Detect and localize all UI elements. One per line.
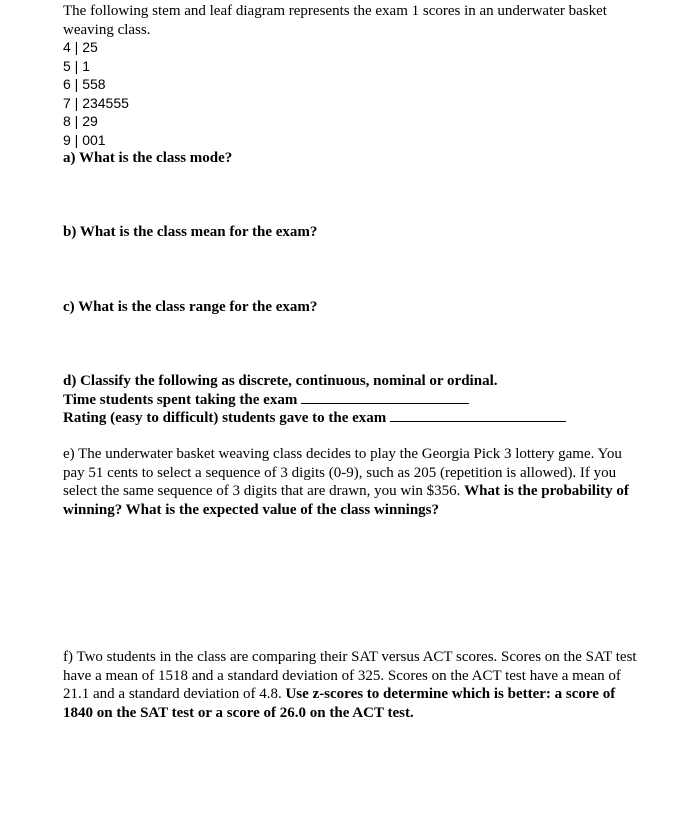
question-d-item-rating: Rating (easy to difficult) students gave to the exam — [63, 409, 643, 428]
question-f-bold: Use z-scores to determine which is better: a score of 1840 on the SAT test or a score of 26.0 on the ACT test. — [63, 686, 616, 721]
question-e — [63, 445, 643, 519]
stem-leaf-diagram — [63, 38, 643, 149]
question-f-text: f) Two students in the class are comparing their SAT versus ACT scores. Scores on the SAT test have a mean of 1518 and a standard deviation of 325. Scores on the ACT test have a mean of 21.1 and a standard deviation of 4.8. — [63, 649, 637, 702]
question-c: c) What is the class range for the exam? — [63, 299, 318, 315]
stem-leaf-row: 4 | 25 — [63, 39, 98, 55]
question-b: b) What is the class mean for the exam? — [63, 224, 318, 240]
answer-blank — [301, 391, 469, 404]
intro-sentence: The following stem and leaf diagram represents the exam 1 scores in an underwater basket weaving class. — [63, 3, 607, 38]
question-e-text: e) The underwater basket weaving class decides to play the Georgia Pick 3 lottery game. You pay 51 cents to select a sequence of 3 digits (0-9), such as 205 (repetition is allowed). If you select the same sequence of 3 digits that are drawn, you win $356. — [63, 446, 622, 499]
stem-leaf-row: 7 | 234555 — [63, 94, 129, 111]
answer-blank — [390, 409, 566, 422]
question-d — [63, 372, 643, 428]
stem-leaf-row: 9 | 001 — [63, 131, 106, 148]
stem-leaf-row: 5 | 1 — [63, 57, 90, 74]
question-f — [63, 648, 643, 722]
stem-leaf-row: 6 | 558 — [63, 76, 106, 92]
question-e-bold: What is the probability of winning? What is the expected value of the class winnings? — [63, 483, 629, 518]
question-d-item-time: Time students spent taking the exam — [63, 391, 643, 410]
question-d-heading: d) Classify the following as discrete, continuous, nominal or ordinal. — [63, 373, 498, 389]
stem-leaf-row: 8 | 29 — [63, 113, 98, 129]
question-a: a) What is the class mode? — [63, 150, 233, 166]
intro-text — [63, 2, 643, 39]
